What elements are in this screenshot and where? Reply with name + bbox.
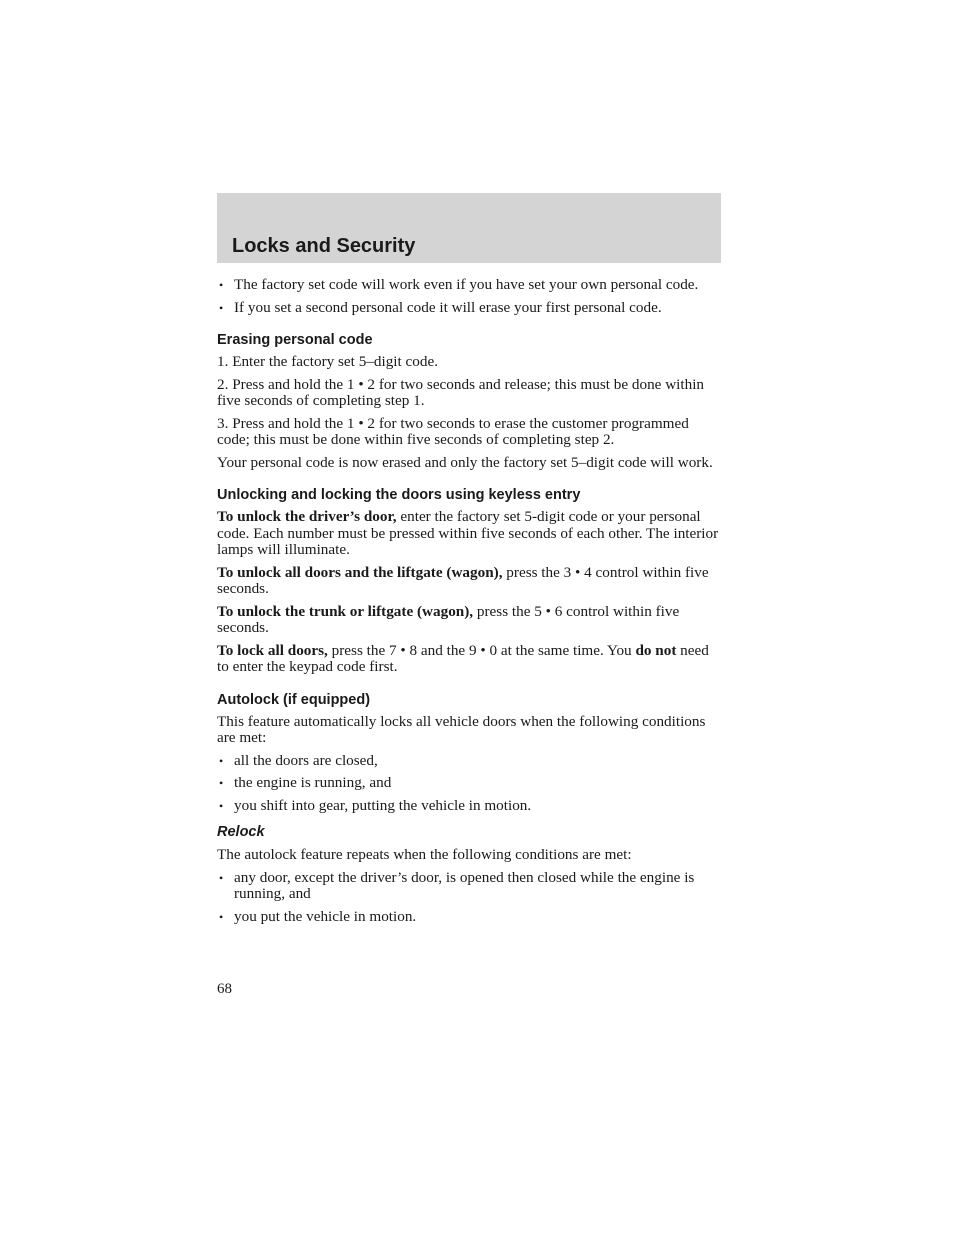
autolock-condition-list	[217, 753, 723, 815]
list-item: • you shift into gear, putting the vehicle in motion.	[219, 796, 532, 814]
erasing-note: Your personal code is now erased and only the factory set 5–digit code will work.	[217, 453, 713, 471]
relock-intro: The autolock feature repeats when the following conditions are met:	[217, 846, 632, 863]
relock-condition-list	[217, 870, 723, 926]
bullet-icon: •	[219, 278, 224, 292]
bullet-icon: •	[219, 798, 224, 813]
keyless-heading: Unlocking and locking the doors using keyless entry	[217, 487, 581, 503]
list-item: • you put the vehicle in motion.	[219, 907, 417, 925]
list-item: • the engine is running, and	[219, 774, 392, 791]
erasing-step-1: 1. Enter the factory set 5–digit code.	[217, 353, 438, 370]
list-item: • If you set a second personal code it will erase your first personal code.	[219, 298, 662, 316]
erasing-heading: Erasing personal code	[217, 332, 373, 348]
list-item: • The factory set code will work even if you have set your own personal code.	[219, 276, 699, 293]
list-item: • any door, except the driver’s door, is opened then closed while the engine is running, and	[219, 868, 695, 902]
bullet-icon: •	[219, 909, 224, 924]
section-title: Locks and Security	[232, 235, 416, 257]
keyless-lock-paragraph: To lock all doors, press the 7 • 8 and the 9 • 0 at the same time. You do not need to enter the keypad code first.	[217, 641, 709, 675]
bullet-icon: •	[219, 870, 224, 885]
autolock-heading: Autolock (if equipped)	[217, 691, 371, 708]
erasing-step-2: 2. Press and hold the 1 • 2 for two seconds and release; this must be done within five seconds of completing step 1.	[217, 375, 705, 409]
page-content	[217, 277, 723, 931]
bullet-icon: •	[219, 300, 224, 315]
autolock-intro: This feature automatically locks all vehicle doors when the following conditions are met:	[217, 712, 706, 746]
keyless-all-doors-paragraph: To unlock all doors and the liftgate (wagon), press the 3 • 4 control within five seconds.	[217, 563, 709, 597]
relock-heading: Relock	[217, 824, 265, 840]
intro-bullet-list	[217, 277, 723, 316]
keyless-trunk-paragraph: To unlock the trunk or liftgate (wagon), press the 5 • 6 control within five seconds.	[217, 602, 680, 636]
keyless-driver-paragraph: To unlock the driver’s door, enter the factory set 5-digit code or your personal code. Each number must be pressed within five seconds of each other. The interior lamps will illuminate.	[217, 508, 719, 558]
erasing-step-3: 3. Press and hold the 1 • 2 for two seconds to erase the customer programmed code; this must be done within five seconds of completing step 2.	[217, 414, 689, 448]
bullet-icon: •	[219, 776, 224, 790]
bullet-icon: •	[219, 753, 224, 768]
section-header-band	[217, 193, 721, 263]
page-number: 68	[217, 981, 232, 997]
list-item: • all the doors are closed,	[219, 751, 378, 769]
